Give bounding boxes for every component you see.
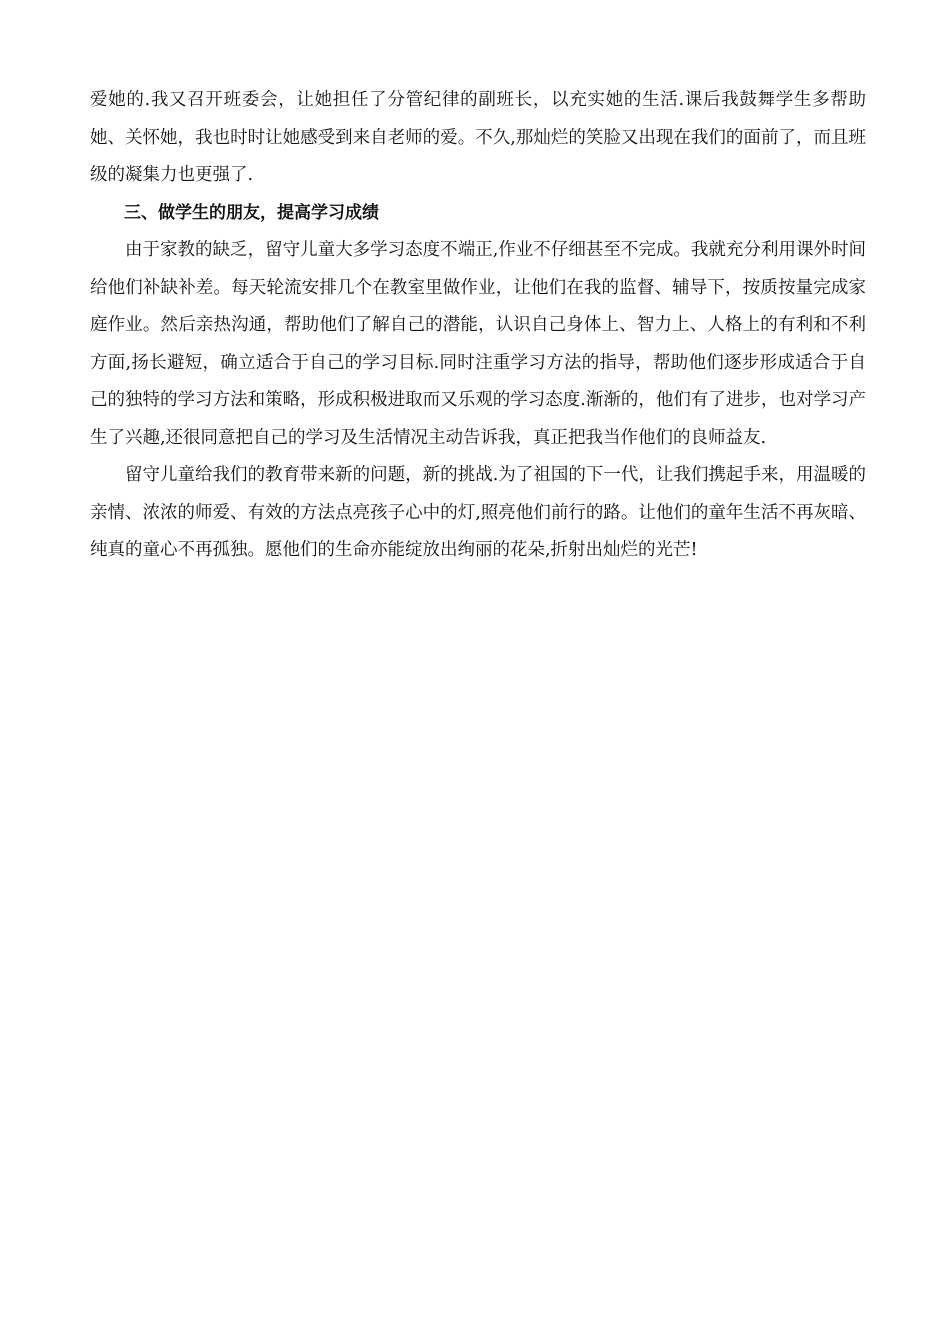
paragraph-continued: 爱她的.我又召开班委会，让她担任了分管纪律的副班长，以充实她的生活.课后我鼓舞学生多帮助她、关怀她，我也时时让她感受到来自老师的爱。不久,那灿烂的笑脸又出现在我们的面前了，而且班级的凝集力也更强了.: [90, 90, 866, 185]
document-body: [90, 82, 866, 570]
paragraph-study-support: 由于家教的缺乏，留守儿童大多学习态度不端正,作业不仔细甚至不完成。我就充分利用课外时间给他们补缺补差。每天轮流安排几个在教室里做作业，让他们在我的监督、辅导下，按质按量完成家庭作业。然后亲热沟通，帮助他们了解自己的潜能，认识自己身体上、智力上、人格上的有利和不利方面,扬长避短，确立适合于自己的学习目标.同时注重学习方法的指导，帮助他们逐步形成适合于自己的独特的学习方法和策略，形成积极进取而又乐观的学习态度.渐渐的，他们有了进步，也对学习产生了兴趣,还很同意把自己的学习及生活情况主动告诉我，真正把我当作他们的良师益友.: [90, 240, 866, 448]
section-heading: 三、做学生的朋友，提高学习成绩: [124, 202, 379, 223]
paragraph-conclusion: 留守儿童给我们的教育带来新的问题，新的挑战.为了祖国的下一代，让我们携起手来，用温暖的亲情、浓浓的师爱、有效的方法点亮孩子心中的灯,照亮他们前行的路。让他们的童年生活不再灰暗、纯真的童心不再孤独。愿他们的生命亦能绽放出绚丽的花朵,折射出灿烂的光芒!: [90, 465, 866, 560]
